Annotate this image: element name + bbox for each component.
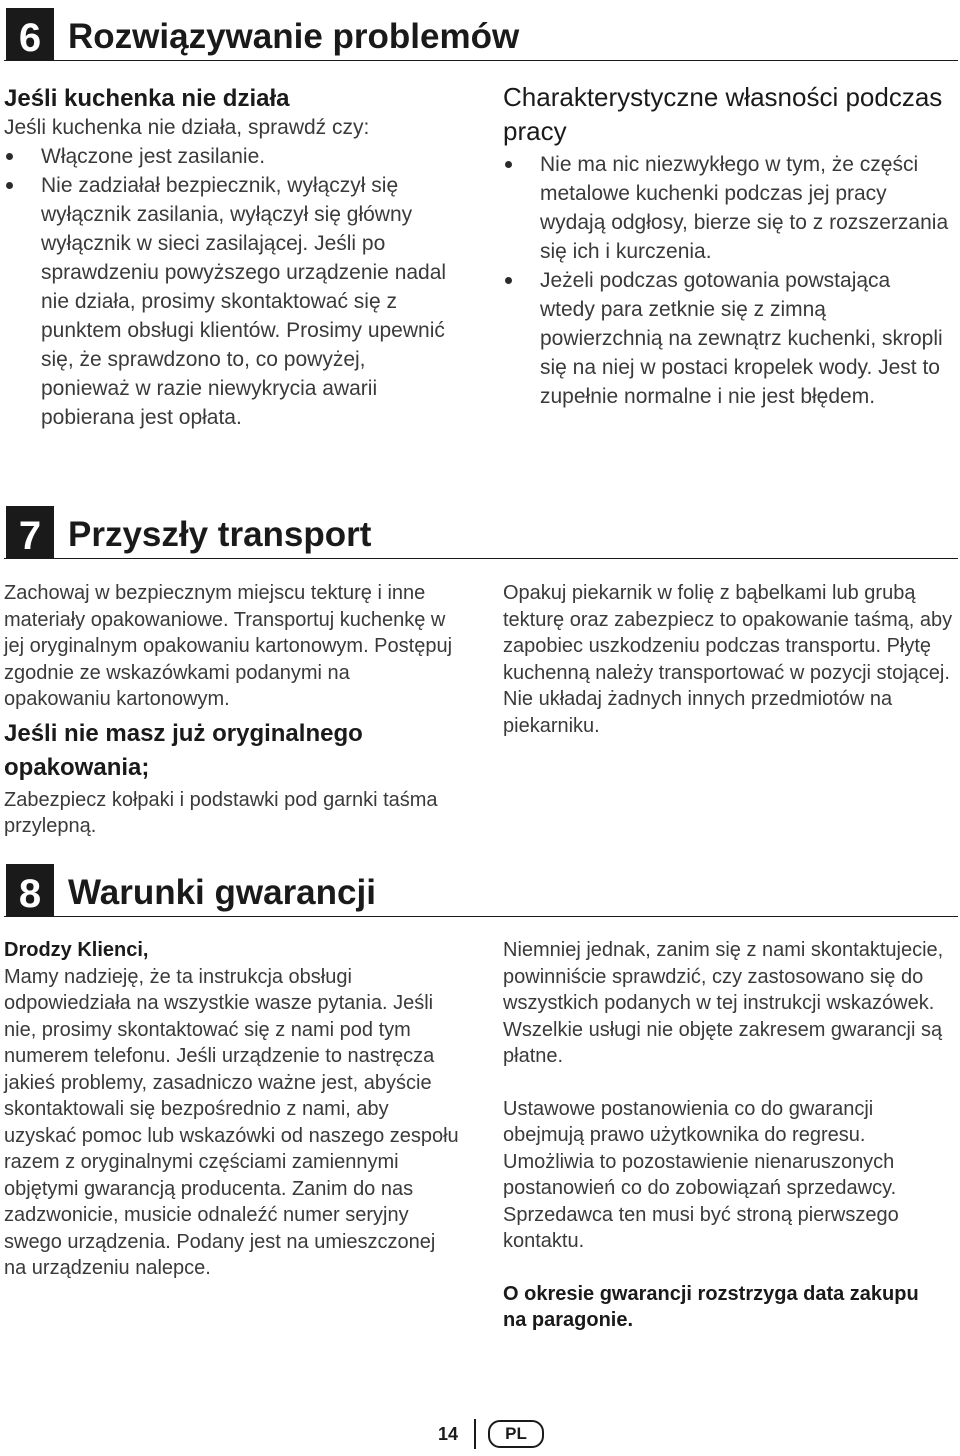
transport-left-column	[4, 580, 456, 840]
paragraph: Ustawowe postanowienia co do gwarancji obejmują prawo użytkownika do regresu. Umożliwia to pozostawienie nienaruszonych postanowień co do zobowiązań sprzedawcy. Sprzedawca ten musi być stroną pierwszego kontaktu.	[503, 1097, 899, 1252]
check-list	[4, 142, 474, 432]
page-number: 14	[438, 1423, 459, 1444]
warranty-right-column	[503, 937, 955, 1334]
warranty-note: O okresie gwarancji rozstrzyga data zakupu na paragonie.	[503, 1282, 919, 1331]
list-item: Nie zadziałał bezpiecznik, wyłączył się wyłącznik zasilania, wyłączył się główny wyłącznik w sieci zasilającej. Jeśli po sprawdzeniu powyższego urządzenie nadal nie działa, prosimy skontaktować się z punktem obsługi klientów. Prosimy upewnić się, że sprawdzono to, co powyżej, ponieważ w razie niewykrycia awarii pobierana jest opłata.	[4, 171, 451, 432]
paragraph: Niemniej jednak, zanim się z nami skontaktujecie, powinniście sprawdzić, czy zastosowano się do wszystkich podanych w tej instrukcji wskazówek. Wszelkie usługi nie objęte zakresem gwarancji są płatne.	[503, 939, 944, 1067]
list-item: Włączone jest zasilanie.	[4, 142, 474, 171]
greeting: Drodzy Klienci,	[4, 939, 149, 961]
section-8-header	[4, 858, 958, 917]
section-title: Rozwiązywanie problemów	[68, 17, 520, 56]
spacer	[503, 1255, 955, 1281]
section-6-header	[4, 2, 958, 61]
section-title: Warunki gwarancji	[68, 873, 376, 912]
section-title: Przyszły transport	[68, 515, 372, 554]
paragraph: Opakuj piekarnik w folię z bąbelkami lub grubą tekturę oraz zabezpiecz to opakowanie taśmą, aby zapobiec uszkodzeniu podczas transportu. Płytę kuchenną należy transportować w pozycji stojącej. Nie układaj żadnych innych przedmiotów na piekarniku.	[503, 582, 953, 737]
troubleshooting-left-column	[4, 82, 474, 432]
subsection-heading: Jeśli nie masz już oryginalnego opakowania;	[4, 719, 363, 781]
section-7-header	[4, 500, 958, 559]
paragraph: Mamy nadzieję, że ta instrukcja obsługi odpowiedziała na wszystkie wasze pytania. Jeśli nie, prosimy skontaktować się z nami pod tym numerem telefonu. Jeśli urządzenie to nastręcza jakieś problemy, zasadniczo ważne jest, abyście skontaktowali się bezpośrednio z nami, aby uzyskać pomoc lub wskazówki od naszego zespołu razem z oryginalnymi częściami zamiennymi objętymi gwarancją producenta. Zanim do nas zadzwonicie, musicie odnaleźć numer seryjny swego urządzenia. Podany jest na umieszczonej na urządzeniu nalepce.	[4, 965, 459, 1279]
intro-text: Jeśli kuchenka nie działa, sprawdź czy:	[4, 116, 370, 139]
spacer	[503, 1070, 955, 1096]
troubleshooting-right-column	[503, 80, 955, 411]
subsection-heading: Charakterystyczne własności podczas pracy	[503, 82, 943, 146]
list-item: Jeżeli podczas gotowania powstająca wtedy para zetknie się z zimną powierzchnią na zewnątrz kuchenki, skropli się na niej w postaci kropelek wody. Jest to zupełnie normalne i nie jest błędem.	[503, 266, 946, 411]
subsection-heading: Jeśli kuchenka nie działa	[4, 85, 290, 112]
paragraph: Zabezpiecz kołpaki i podstawki pod garnki taśma przylepną.	[4, 788, 438, 837]
page-footer	[438, 1418, 544, 1450]
language-badge: PL	[488, 1420, 544, 1448]
transport-right-column	[503, 580, 955, 739]
paragraph: Zachowaj w bezpiecznym miejscu tekturę i inne materiały opakowaniowe. Transportuj kuchenkę w jej oryginalnym opakowaniu kartonowym. Postępuj zgodnie ze wskazówkami podanymi na opakowaniu kartonowym.	[4, 582, 453, 710]
warranty-left-column	[4, 937, 460, 1282]
footer-divider	[474, 1419, 476, 1449]
section-number: 8	[6, 864, 54, 916]
section-number: 7	[6, 506, 54, 558]
feature-list	[503, 150, 955, 411]
list-item: Nie ma nic niezwykłego w tym, że części metalowe kuchenki podczas jej pracy wydają odgłosy, bierze się to z rozszerzania się ich i kurczenia.	[503, 150, 955, 266]
section-number: 6	[6, 8, 54, 60]
